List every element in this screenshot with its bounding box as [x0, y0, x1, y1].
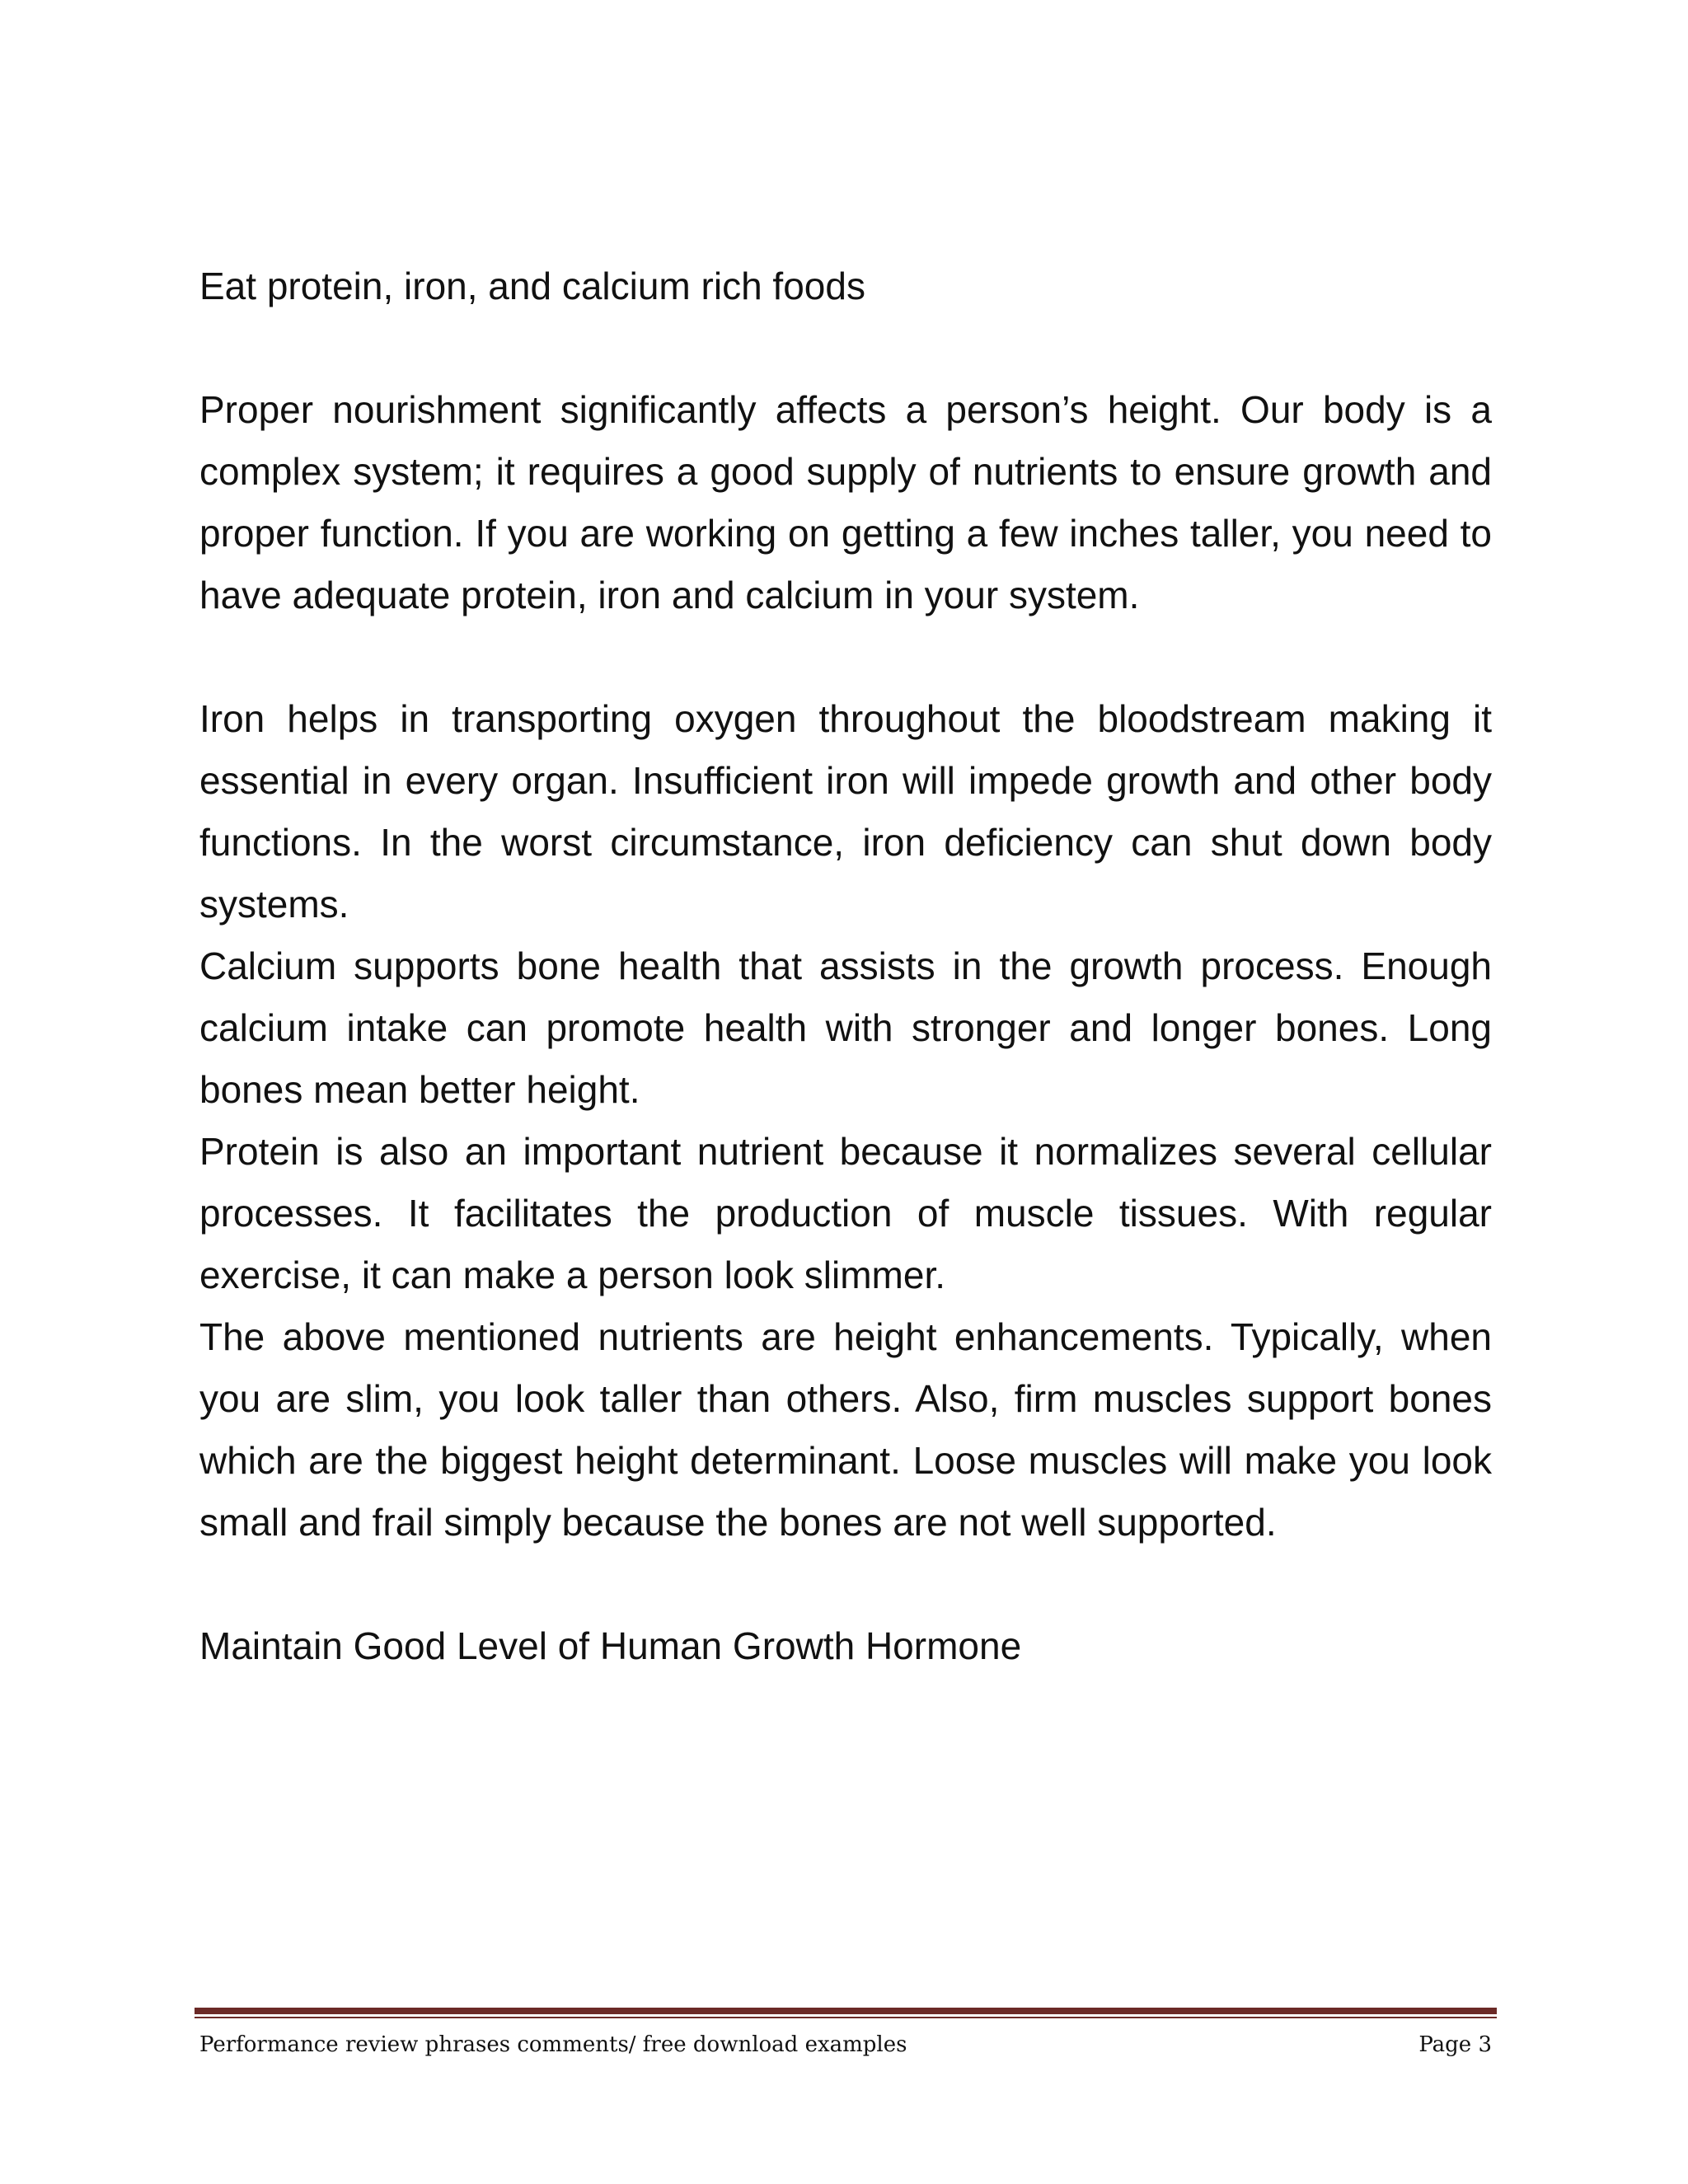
spacer	[199, 1554, 1492, 1615]
paragraph-calcium: Calcium supports bone health that assists in the growth process. Enough calcium intake can promote health with stronger and longer bones. Long bones mean better height.	[199, 944, 1492, 1111]
footer-rule-thin	[195, 2017, 1497, 2018]
paragraph-nourishment: Proper nourishment significantly affects a person’s height. Our body is a complex system; it requires a good supply of nutrients to ensure growth and proper function. If you are working on getting a few inches taller, you need to have adequate protein, iron and calcium in your system.	[199, 388, 1492, 616]
footer-title: Performance review phrases comments/ free download examples	[199, 2032, 907, 2057]
paragraph-nutrients-summary: The above mentioned nutrients are height enhancements. Typically, when you are slim, you look taller than others. Also, firm muscles support bones which are the biggest height determinant. Loose muscles will make you look small and frail simply because the bones are not well supported.	[199, 1315, 1492, 1544]
footer-row	[195, 2030, 1497, 2060]
spacer	[199, 317, 1492, 379]
page-content	[199, 255, 1492, 1677]
section-heading-nutrition: Eat protein, iron, and calcium rich foods	[199, 265, 865, 307]
page-footer	[195, 2008, 1497, 2060]
page-number: Page 3	[1418, 2032, 1492, 2057]
spacer	[199, 626, 1492, 688]
section-heading-hgh: Maintain Good Level of Human Growth Hormone	[199, 1624, 1022, 1667]
footer-rule	[195, 2008, 1497, 2014]
paragraph-iron: Iron helps in transporting oxygen throughout the bloodstream making it essential in every organ. Insufficient iron will impede growth and other body functions. In the worst circumstance, iron deficiency can shut down body systems.	[199, 697, 1492, 926]
paragraph-protein: Protein is also an important nutrient because it normalizes several cellular processes. It facilitates the production of muscle tissues. With regular exercise, it can make a person look slimmer.	[199, 1130, 1492, 1296]
